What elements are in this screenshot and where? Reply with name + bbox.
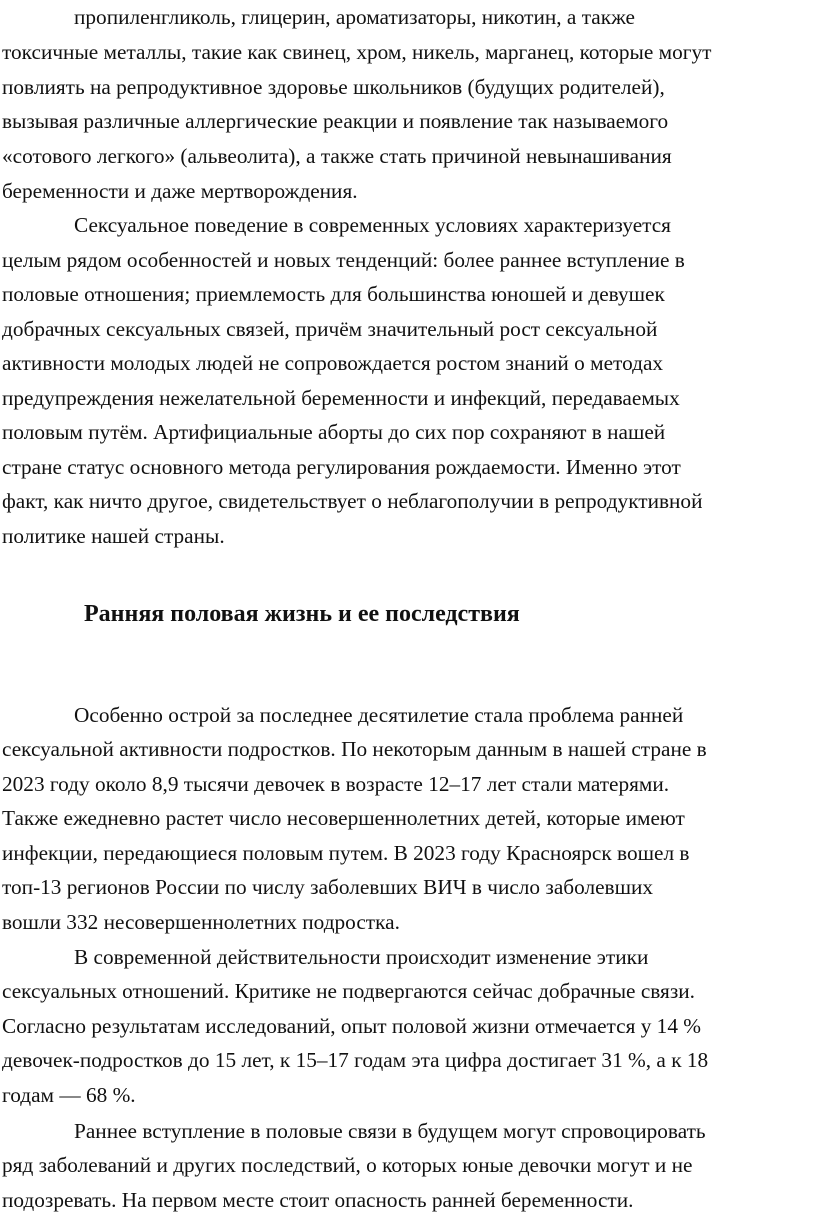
text-line: Согласно результатам исследований, опыт половой жизни отмечается у 14 % — [2, 1014, 702, 1038]
text-line: предупреждения нежелательной беременности и инфекций, передаваемых — [2, 386, 680, 410]
text-line: 2023 году около 8,9 тысячи девочек в возрасте 12–17 лет стали матерями. — [2, 772, 670, 796]
text-line: вошли 332 несовершеннолетних подростка. — [2, 910, 400, 934]
text-line: беременности и даже мертворождения. — [2, 179, 358, 203]
text-line: стране статус основного метода регулирования рождаемости. Именно этот — [2, 455, 681, 479]
text-line: токсичные металлы, такие как свинец, хром, никель, марганец, которые могут — [2, 40, 712, 64]
text-line: сексуальной активности подростков. По некоторым данным в нашей стране в — [2, 737, 707, 761]
section-heading: Ранняя половая жизнь и ее последствия — [84, 601, 520, 627]
text-line: политике нашей страны. — [2, 524, 225, 548]
text-line: Сексуальное поведение в современных условиях характеризуется — [74, 213, 671, 237]
text-line: сексуальных отношений. Критике не подвергаются сейчас добрачные связи. — [2, 979, 695, 1003]
text-line: повлиять на репродуктивное здоровье школьников (будущих родителей), — [2, 75, 665, 99]
text-line: активности молодых людей не сопровождается ростом знаний о методах — [2, 351, 664, 375]
text-line: годам — 68 %. — [2, 1083, 136, 1107]
text-line: топ-13 регионов России по числу заболевших ВИЧ в число заболевших — [2, 875, 654, 899]
text-line: подозревать. На первом месте стоит опасность ранней беременности. — [2, 1188, 634, 1212]
text-line: пропиленгликоль, глицерин, ароматизаторы, никотин, а также — [74, 5, 635, 29]
text-line: половые отношения; приемлемость для большинства юношей и девушек — [2, 282, 665, 306]
text-line: половым путём. Артифициальные аборты до сих пор сохраняют в нашей — [2, 420, 666, 444]
text-line: Также ежедневно растет число несовершеннолетних детей, которые имеют — [2, 806, 685, 830]
text-line: факт, как ничто другое, свидетельствует о неблагополучии в репродуктивной — [2, 489, 703, 513]
text-line: В современной действительности происходит изменение этики — [74, 945, 649, 969]
text-line: ряд заболеваний и других последствий, о которых юные девочки могут и не — [2, 1153, 693, 1177]
text-line: добрачных сексуальных связей, причём значительный рост сексуальной — [2, 317, 658, 341]
text-line: целым рядом особенностей и новых тенденций: более раннее вступление в — [2, 248, 685, 272]
text-line: Особенно острой за последнее десятилетие стала проблема ранней — [74, 703, 684, 727]
text-line: вызывая различные аллергические реакции и появление так называемого — [2, 109, 669, 133]
text-line: инфекции, передающиеся половым путем. В 2023 году Красноярск вошел в — [2, 841, 690, 865]
text-line: девочек-подростков до 15 лет, к 15–17 годам эта цифра достигает 31 %, а к 18 — [2, 1048, 709, 1072]
text-line: «сотового легкого» (альвеолита), а также стать причиной невынашивания — [2, 144, 672, 168]
text-line: Раннее вступление в половые связи в будущем могут спровоцировать — [74, 1119, 706, 1143]
